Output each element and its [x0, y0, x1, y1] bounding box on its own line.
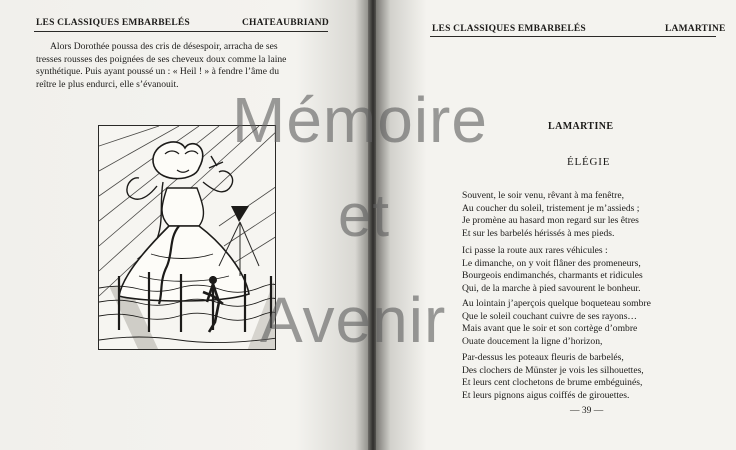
- poem-line: Souvent, le soir venu, rêvant à ma fenêtre,: [462, 190, 624, 201]
- paragraph-line: Alors Dorothée poussa des cris de désespoir, arracha de ses: [50, 41, 278, 52]
- right-running-head-series: LES CLASSIQUES EMBARBELÉS: [432, 24, 586, 34]
- right-running-head-author: LAMARTINE: [665, 24, 726, 34]
- poem-line: Ici passe la route aux rares véhicules :: [462, 245, 608, 256]
- poem-line: Et leurs cent clochetons de brume embéguinés,: [462, 377, 643, 389]
- watermark-line-1: Mémoire: [232, 84, 488, 156]
- poem-line: Le dimanche, on y voit flâner des promeneurs,: [462, 257, 641, 269]
- watermark-line-3: Avenir: [260, 284, 447, 356]
- illustration-drawing: [99, 126, 276, 350]
- poem-line: Je promène au hasard mon regard sur les êtres: [462, 215, 639, 227]
- poem-line: Et sur les barbelés hérissés à mes pieds.: [462, 227, 615, 239]
- poem-line: Que le soleil couchant cuivre de ses rayons…: [462, 310, 638, 322]
- left-running-head-series: LES CLASSIQUES EMBARBELÉS: [36, 18, 190, 28]
- paragraph-line: synthétique. Puis ayant poussé un : « Heil ! » à fendre l’âme du: [36, 66, 279, 78]
- left-header-rule: [34, 31, 328, 32]
- left-running-head-author: CHATEAUBRIAND: [242, 18, 329, 28]
- right-header-rule: [430, 36, 716, 37]
- poem-line: Au lointain j’aperçois quelque boqueteau sombre: [462, 298, 651, 309]
- poem-line: Des clochers de Münster je vois les silhouettes,: [462, 364, 644, 376]
- poem-line: Mais avant que le soir et son cortège d’ombre: [462, 323, 638, 335]
- poem-title: ÉLÉGIE: [567, 156, 611, 168]
- poem-line: Qui, de la marche à pied savourent le bonheur.: [462, 282, 641, 294]
- poem-author: LAMARTINE: [548, 121, 614, 132]
- page-number: — 39 —: [570, 406, 604, 416]
- watermark-line-2: et: [338, 182, 391, 249]
- paragraph-line: reître le plus endurci, elle s’évanouit.: [36, 78, 179, 90]
- poem-stanza-2: [462, 245, 643, 295]
- poem-line: Et leurs pignons aigus coiffés de girouettes.: [462, 389, 630, 401]
- illustration-woman-barbed-wire: [98, 125, 276, 350]
- poem-stanza-3: [462, 298, 651, 348]
- poem-line: Par-dessus les poteaux fleuris de barbelés,: [462, 352, 624, 363]
- poem-line: Bourgeois endimanchés, charmants et ridicules: [462, 270, 643, 282]
- paragraph-line: tresses rousses des poignées de ses cheveux doux comme la laine: [36, 53, 287, 65]
- poem-line: Ouate doucement la ligne d’horizon,: [462, 335, 603, 347]
- poem-stanza-4: [462, 352, 644, 402]
- poem-line: Au coucher du soleil, tristement je m’assieds ;: [462, 202, 640, 214]
- poem-stanza-1: [462, 190, 639, 240]
